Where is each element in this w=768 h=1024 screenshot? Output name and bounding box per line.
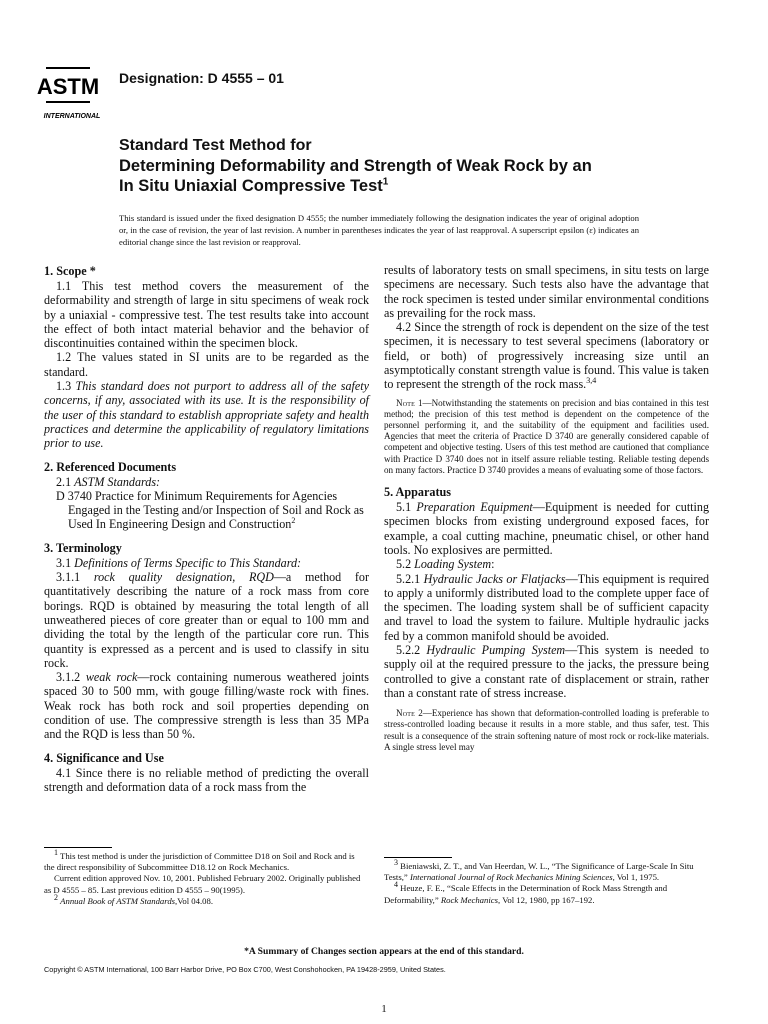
section-heading-terminology: 3. Terminology: [44, 540, 122, 555]
section-heading-referenced-documents: 2. Referenced Documents: [44, 459, 177, 474]
para-3-1: 3.1 Definitions of Terms Specific to This Standard:: [56, 555, 302, 570]
title-line-2: Determining Deformability and Strength of Weak Rock by an: [119, 157, 592, 175]
footnote-4: $^4$ Heuze, F. E., “Scale Effects in the Determination of Rock Mass Strength and Deformability,” Rock Mechanics, Vol 12, 1980, pp 167–192.: [384, 880, 668, 905]
footnote-1: $^1$ This test method is under the jurisdiction of Committee D18 on Soil and Rock and is the direct responsibility of Subcommittee D18.12 on Rock Mechanics.: [44, 848, 355, 873]
section-heading-significance: 4. Significance and Use: [44, 750, 164, 765]
para-5-2-2: 5.2.2 Hydraulic Pumping System—This system is needed to supply oil at the required pressure to the jacks, the pressure being controlled to give a constant rate of displacement or strain, rather than a constant rate of stress increase.: [384, 643, 709, 700]
footnote-2: $^2$ Annual Book of ASTM Standards,Vol 04.08.: [54, 892, 214, 906]
para-4-1: 4.1 Since there is no reliable method of predicting the overall strength and deformation data of a rock mass from the: [44, 765, 369, 794]
footnote-1-edition: Current edition approved Nov. 10, 2001. Published February 2002. Originally published as D 4555 – 85. Last previous edition D 4555 – 90(1995).: [44, 873, 361, 895]
para-5-1: 5.1 Preparation Equipment—Equipment is needed for cutting specimen blocks from existing underground exposed faces, for example, a coal cutting machine, pneumatic chisel, or other hand tools. No explosives are permitted.: [384, 500, 709, 557]
footnote-3: $^3$ Bieniawski, Z. T., and Van Heerdan, W. L., “The Significance of Large-Scale In Situ Tests,” International Journal of Rock Mechanics Mining Sciences, Vol 1, 1975.: [384, 858, 694, 883]
astm-logo: [32, 64, 112, 120]
title-line-3: In Situ Uniaxial Compressive Test$^1$: [119, 176, 389, 195]
footnotes-right: [384, 858, 709, 906]
para-1-3: 1.3 This standard does not purport to address all of the safety concerns, if any, associated with its use. It is the responsibility of the user of this standard to establish appropriate safety and health practices and determine the applicability of regulatory limitations prior to use.: [44, 379, 369, 451]
reference-d3740: D 3740 Practice for Minimum Requirements for Agencies Engaged in the Testing and/or Inspection of Soil and Rock as Used In Engineering Design and Construction$^2$: [56, 488, 364, 532]
para-5-2: 5.2 Loading System:: [396, 557, 495, 572]
svg-text:ASTM: ASTM: [36, 74, 100, 99]
footnotes-left: [44, 848, 364, 907]
title-block: [119, 136, 719, 196]
designation: Designation: D 4555 – 01: [119, 70, 284, 86]
para-1-2: 1.2 The values stated in SI units are to be regarded as the standard.: [44, 350, 369, 379]
para-3-1-2: 3.1.2 weak rock—rock containing numerous weathered joints spaced 30 to 500 mm, with gouge filling/waste rock with fines. Weak rock has both rock and soil properties depending on condition of use. The compressive strength is less than 35 MPa and the RQD is less than 50 %.: [44, 670, 369, 742]
para-4-1-continued: results of laboratory tests on small specimens, in situ tests on large specimens are necessary. Such tests also have the advantage that the rock specimen is tested under similar environmental conditions as prevailing for the rock mass.: [384, 263, 709, 320]
right-column: [384, 263, 709, 761]
para-3-1-1: 3.1.1 rock quality designation, RQD—a method for quantitatively describing the nature of a rock mass from core borings. RQD is obtained by measuring the total length of all unweathered pieces of core greater than or equal to 100 mm and dividing the total by the length of the particular core run. This quantity is expressed as a percent and is used to classify in situ rock.: [44, 570, 369, 670]
title-line-1: Standard Test Method for: [119, 137, 312, 154]
section-heading-apparatus: 5. Apparatus: [384, 485, 452, 500]
issuance-note: This standard is issued under the fixed designation D 4555; the number immediately following the designation indicates the year of original adoption or, in the case of revision, the year of last revision. A number in parentheses indicates the year of last reapproval. A superscript epsilon (ε) indicates an editorial change since the last revision or reapproval.: [119, 213, 639, 247]
para-5-2-1: 5.2.1 Hydraulic Jacks or Flatjacks—This equipment is required to apply a uniformly distributed load to the complete upper face of the specimen. The loading system shall be of sufficient capacity and travel to load the system to failure. Multiple hydraulic jacks fed by a common manifold should be avoided.: [384, 571, 709, 643]
section-heading-scope: 1. Scope *: [44, 264, 96, 278]
note-1: Note 1—Notwithstanding the statements on precision and bias contained in this test method; the precision of this test method is dependent on the competence of the personnel performing it, and the suitability of the equipment and facilities used. Agencies that meet the criteria of Practice D 3740 are generally considered capable of competent and objective testing. Users of this test method are cautioned that compliance with Practice D 3740 does not in itself assure reliable testing. Reliable testing depends on many factors. Practice D 3740 provides a means of evaluating some of those factors.: [384, 397, 710, 475]
copyright: Copyright © ASTM International, 100 Barr Harbor Drive, PO Box C700, West Conshohocken, PA 19428-2959, United States.: [44, 965, 446, 974]
para-1-1: 1.1 This test method covers the measurement of the deformability and strength of large in situ specimens of weak rock by a uniaxial - compressive test. The test results take into account the effect of both intact material behavior and the behavior of discontinuities contained within the specimen block.: [44, 279, 369, 351]
para-2-1: 2.1 ASTM Standards:: [56, 474, 161, 489]
left-column: [44, 263, 369, 802]
note-2: Note 2—Experience has shown that deformation-controlled loading is preferable to stress-controlled loading because it results in a more stable, and thus safer, test. This result is a consequence of the strain softening nature of most rock or rock-like materials. A single stress level may: [384, 708, 709, 752]
svg-text:INTERNATIONAL: INTERNATIONAL: [43, 113, 101, 120]
page-number: 1: [381, 1003, 387, 1015]
summary-of-changes-note: *A Summary of Changes section appears at the end of this standard.: [244, 946, 524, 957]
para-4-2: 4.2 Since the strength of rock is dependent on the size of the test specimen, it is necessary to test several specimens (laboratory or field, or both) of progressively increasing size until an asymptotically constant strength value is found. This value is taken to represent the strength of the rock mass.$^{3,4}$: [384, 320, 709, 392]
